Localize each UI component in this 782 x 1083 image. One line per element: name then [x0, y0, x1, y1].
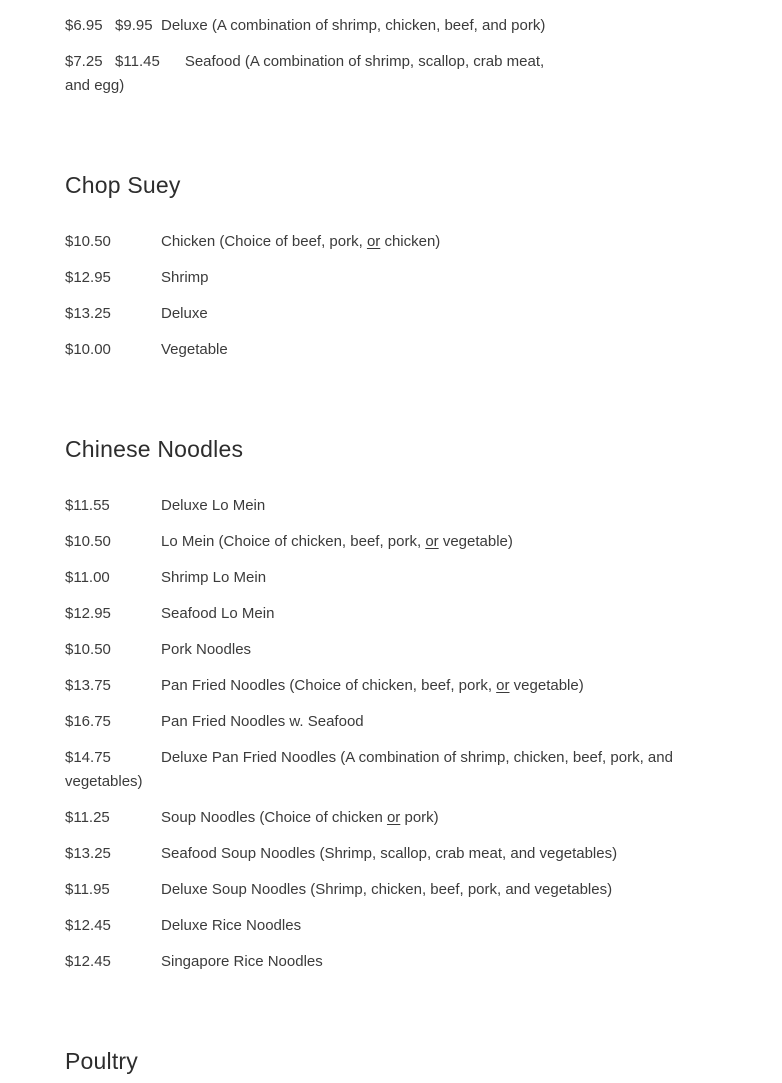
menu-item — [65, 842, 717, 866]
item-name — [161, 569, 266, 586]
item-price: $6.95 $9.95 — [65, 17, 153, 34]
menu-item — [65, 266, 717, 290]
menu-item — [65, 14, 717, 38]
item-text: Seafood Lo Mein — [161, 605, 275, 622]
item-text: Deluxe Soup Noodles (Shrimp, chicken, beef, pork, and vegetables) — [161, 881, 613, 898]
item-price: $11.95 — [65, 881, 110, 898]
item-price: $11.55 — [65, 497, 110, 514]
menu-item — [65, 914, 717, 938]
menu-item — [65, 806, 717, 830]
menu-section — [65, 1046, 717, 1076]
item-text: Seafood (A combination of shrimp, scallop, crab meat, — [184, 53, 545, 70]
menu-item — [65, 878, 717, 902]
item-text: vegetable) — [438, 533, 513, 550]
item-name — [161, 845, 617, 862]
item-name — [161, 809, 439, 826]
item-text: Deluxe — [161, 305, 208, 322]
section-title: Chinese Noodles — [65, 436, 244, 462]
section-title: Poultry — [65, 1048, 138, 1074]
menu-item — [65, 530, 717, 554]
item-price: $13.75 — [65, 677, 111, 694]
item-name — [161, 305, 208, 322]
item-text: Soup Noodles (Choice of chicken — [161, 809, 387, 826]
menu-item — [65, 230, 717, 254]
underlined-text: or — [425, 533, 439, 550]
item-price: $14.75 — [65, 749, 111, 766]
item-text: Deluxe (A combination of shrimp, chicken, beef, and pork) — [161, 17, 546, 34]
item-text: and egg) — [65, 77, 125, 94]
item-text: chicken) — [380, 233, 441, 250]
item-price: $11.00 — [65, 569, 110, 586]
item-price: $10.50 — [65, 233, 111, 250]
item-name — [161, 713, 364, 730]
underlined-text: or — [386, 809, 401, 826]
item-price: $13.25 — [65, 305, 111, 322]
item-text: pork) — [400, 809, 439, 826]
menu-item — [65, 950, 717, 974]
item-name — [161, 497, 265, 514]
item-text: Pan Fried Noodles w. Seafood — [161, 713, 364, 730]
item-name — [161, 641, 251, 658]
item-text: vegetables) — [65, 773, 143, 790]
menu-sections — [65, 14, 717, 1076]
item-text: Deluxe Pan Fried Noodles (A combination of shrimp, chicken, beef, pork, and — [161, 749, 673, 766]
item-text: Pan Fried Noodles (Choice of chicken, beef, pork, — [161, 677, 497, 694]
item-name — [161, 269, 209, 286]
item-name — [161, 17, 545, 34]
item-price: $13.25 — [65, 845, 111, 862]
item-name — [161, 233, 440, 250]
menu-item — [65, 338, 717, 362]
item-text: Singapore Rice Noodles — [161, 953, 323, 970]
item-text: Shrimp Lo Mein — [161, 569, 267, 586]
item-name — [161, 341, 228, 358]
menu-section — [65, 170, 717, 362]
menu-item — [65, 50, 717, 98]
item-name — [161, 881, 612, 898]
item-name — [161, 917, 301, 934]
menu-item — [65, 674, 717, 698]
menu-item — [65, 638, 717, 662]
menu-item — [65, 566, 717, 590]
section-title: Chop Suey — [65, 172, 181, 198]
item-price: $12.45 — [65, 953, 111, 970]
menu-item — [65, 746, 717, 794]
item-text: Deluxe Lo Mein — [161, 497, 266, 514]
item-text: Seafood Soup Noodles (Shrimp, scallop, crab meat, and vegetables) — [161, 845, 618, 862]
item-text: Lo Mein (Choice of chicken, beef, pork, — [161, 533, 426, 550]
item-text: Pork Noodles — [161, 641, 252, 658]
menu-item — [65, 494, 717, 518]
item-price: $10.50 — [65, 641, 111, 658]
item-price: $10.00 — [65, 341, 111, 358]
item-name — [161, 533, 513, 550]
item-price: $11.25 — [65, 809, 110, 826]
item-price: $12.95 — [65, 605, 111, 622]
underlined-text: or — [366, 233, 381, 250]
item-price: $10.50 — [65, 533, 111, 550]
item-price: $7.25 $11.45 — [65, 53, 185, 70]
menu-item — [65, 710, 717, 734]
item-text: Chicken (Choice of beef, pork, — [161, 233, 367, 250]
menu-item — [65, 602, 717, 626]
item-name — [161, 953, 323, 970]
item-text: Shrimp — [161, 269, 209, 286]
menu-section — [65, 434, 717, 974]
item-name — [161, 677, 584, 694]
item-text: Vegetable — [161, 341, 228, 358]
underlined-text: or — [496, 677, 510, 694]
item-name — [161, 605, 274, 622]
item-price: $16.75 — [65, 713, 111, 730]
item-text: vegetable) — [509, 677, 584, 694]
item-price: $12.45 — [65, 917, 111, 934]
menu-section — [65, 14, 717, 98]
item-price: $12.95 — [65, 269, 111, 286]
item-text: Deluxe Rice Noodles — [161, 917, 302, 934]
menu-item — [65, 302, 717, 326]
